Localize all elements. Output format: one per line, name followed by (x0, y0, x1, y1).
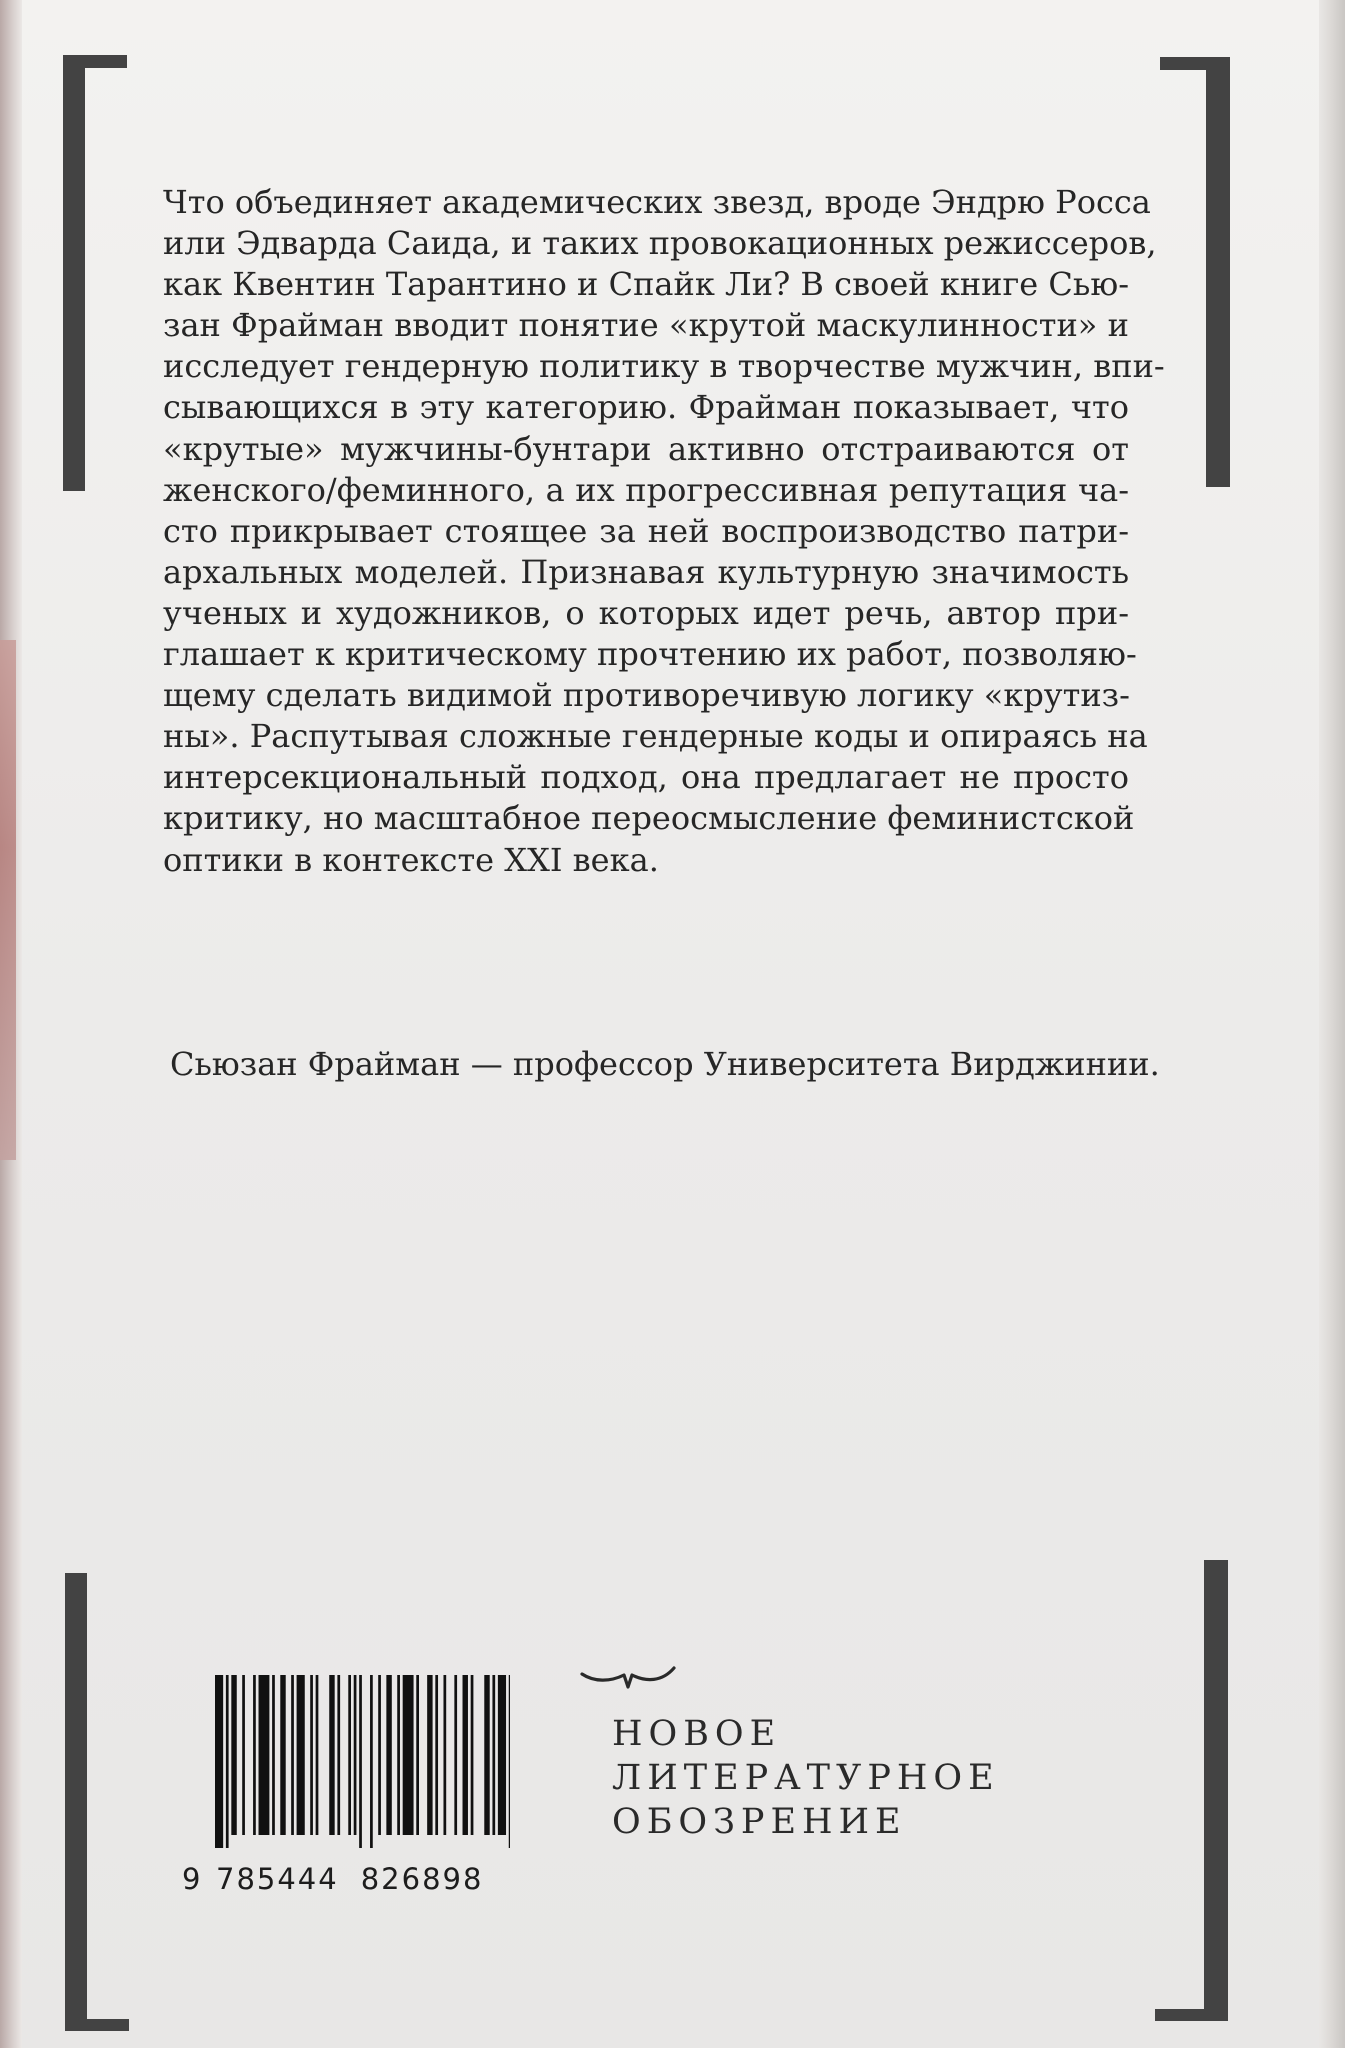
barcode-bar (253, 1675, 256, 1835)
left-edge (0, 0, 22, 2048)
barcode-bar (509, 1675, 510, 1848)
barcode-bar (297, 1675, 305, 1835)
barcode-bar (492, 1675, 495, 1835)
barcode-bar (215, 1675, 223, 1848)
barcode-bar (397, 1675, 400, 1835)
publisher-name (612, 1712, 1000, 1844)
publisher-line: НОВОЕ (612, 1714, 782, 1754)
description-line: глашает к критическому прочтению их работ, позволяю- (163, 635, 1137, 674)
barcode-bar (443, 1675, 446, 1835)
barcode-bar (463, 1675, 468, 1835)
barcode-bar (378, 1675, 381, 1835)
isbn-first-digit: 9 (182, 1862, 201, 1896)
bracket-top-right (1160, 57, 1230, 487)
barcode-bar (316, 1675, 319, 1835)
barcode-bar (386, 1675, 391, 1835)
description-line: сывающихся в эту категорию. Фрайман показывает, что (163, 388, 1129, 427)
bracket-bottom-right (1155, 1560, 1228, 2021)
description-line: как Квентин Тарантино и Спайк Ли? В своей книге Сью- (163, 265, 1129, 304)
barcode-bar (370, 1675, 373, 1848)
description-line: женского/феминного, а их прогрессивная репутация ча- (163, 470, 1129, 509)
right-edge (1319, 0, 1345, 2048)
barcode-bar (498, 1675, 506, 1835)
barcode-bar (310, 1675, 313, 1835)
barcode-bar (280, 1675, 285, 1835)
barcode-bar (231, 1675, 236, 1835)
publisher-line: ЛИТЕРАТУРНОЕ (612, 1758, 1000, 1798)
description-line: ученых и художников, о которых идет речь, автор при- (163, 593, 1129, 632)
barcode-bar (242, 1675, 245, 1835)
barcode-bar (403, 1675, 414, 1835)
barcode (215, 1675, 510, 1848)
description-line: критику, но масштабное переосмысление феминистской (163, 799, 1135, 838)
barcode-bar (329, 1675, 334, 1835)
barcode-bar (359, 1675, 362, 1848)
author-note: Сьюзан Фрайман — профессор Университета Вирджинии. (170, 1045, 1160, 1083)
bracket-bottom-left (65, 1573, 129, 2031)
barcode-bar (454, 1675, 457, 1835)
bracket-top-left (63, 55, 127, 491)
barcode-bar (272, 1675, 275, 1835)
barcode-bars (215, 1675, 510, 1848)
description-line: сто прикрывает стоящее за ней воспроизводство патри- (163, 511, 1129, 550)
description-line: ны». Распутывая сложные гендерные коды и опираясь на (163, 717, 1148, 756)
description-line: щему сделать видимой противоречивую логику «крутиз- (163, 676, 1130, 715)
barcode-bar (416, 1675, 419, 1835)
book-description (163, 182, 1165, 881)
description-line: оптики в контексте XXI века. (163, 840, 659, 879)
barcode-bar (348, 1675, 351, 1835)
barcode-bar (354, 1675, 357, 1835)
isbn-right-group: 826898 (360, 1862, 484, 1896)
barcode-bar (484, 1675, 489, 1835)
description-line: «крутые» мужчины-бунтари активно отстраиваются от (163, 429, 1129, 468)
publisher-line: ОБОЗРЕНИЕ (612, 1802, 907, 1842)
description-line: интерсекциональный подход, она предлагает не просто (163, 758, 1129, 797)
description-line: Что объединяет академических звезд, вроде Эндрю Росса (163, 183, 1151, 221)
barcode-bar (337, 1675, 340, 1835)
description-line: исследует гендерную политику в творчестве мужчин, впи- (163, 347, 1165, 386)
isbn-left-group: 785444 (216, 1862, 339, 1896)
barcode-bar (259, 1675, 270, 1835)
barcode-bar (471, 1675, 474, 1835)
barcode-bar (435, 1675, 438, 1835)
description-line: архальных моделей. Признавая культурную значимость (163, 552, 1129, 591)
barcode-bar (226, 1675, 229, 1848)
barcode-bar (291, 1675, 294, 1835)
barcode-bar (427, 1675, 432, 1835)
publisher-logo-mark-icon (580, 1660, 676, 1690)
description-line: или Эдварда Саида, и таких провокационных режиссеров, (163, 224, 1157, 263)
hand-edge (0, 640, 16, 1160)
description-line: зан Фрайман вводит понятие «крутой маскулинности» и (163, 306, 1129, 345)
isbn-digits (182, 1862, 512, 1896)
